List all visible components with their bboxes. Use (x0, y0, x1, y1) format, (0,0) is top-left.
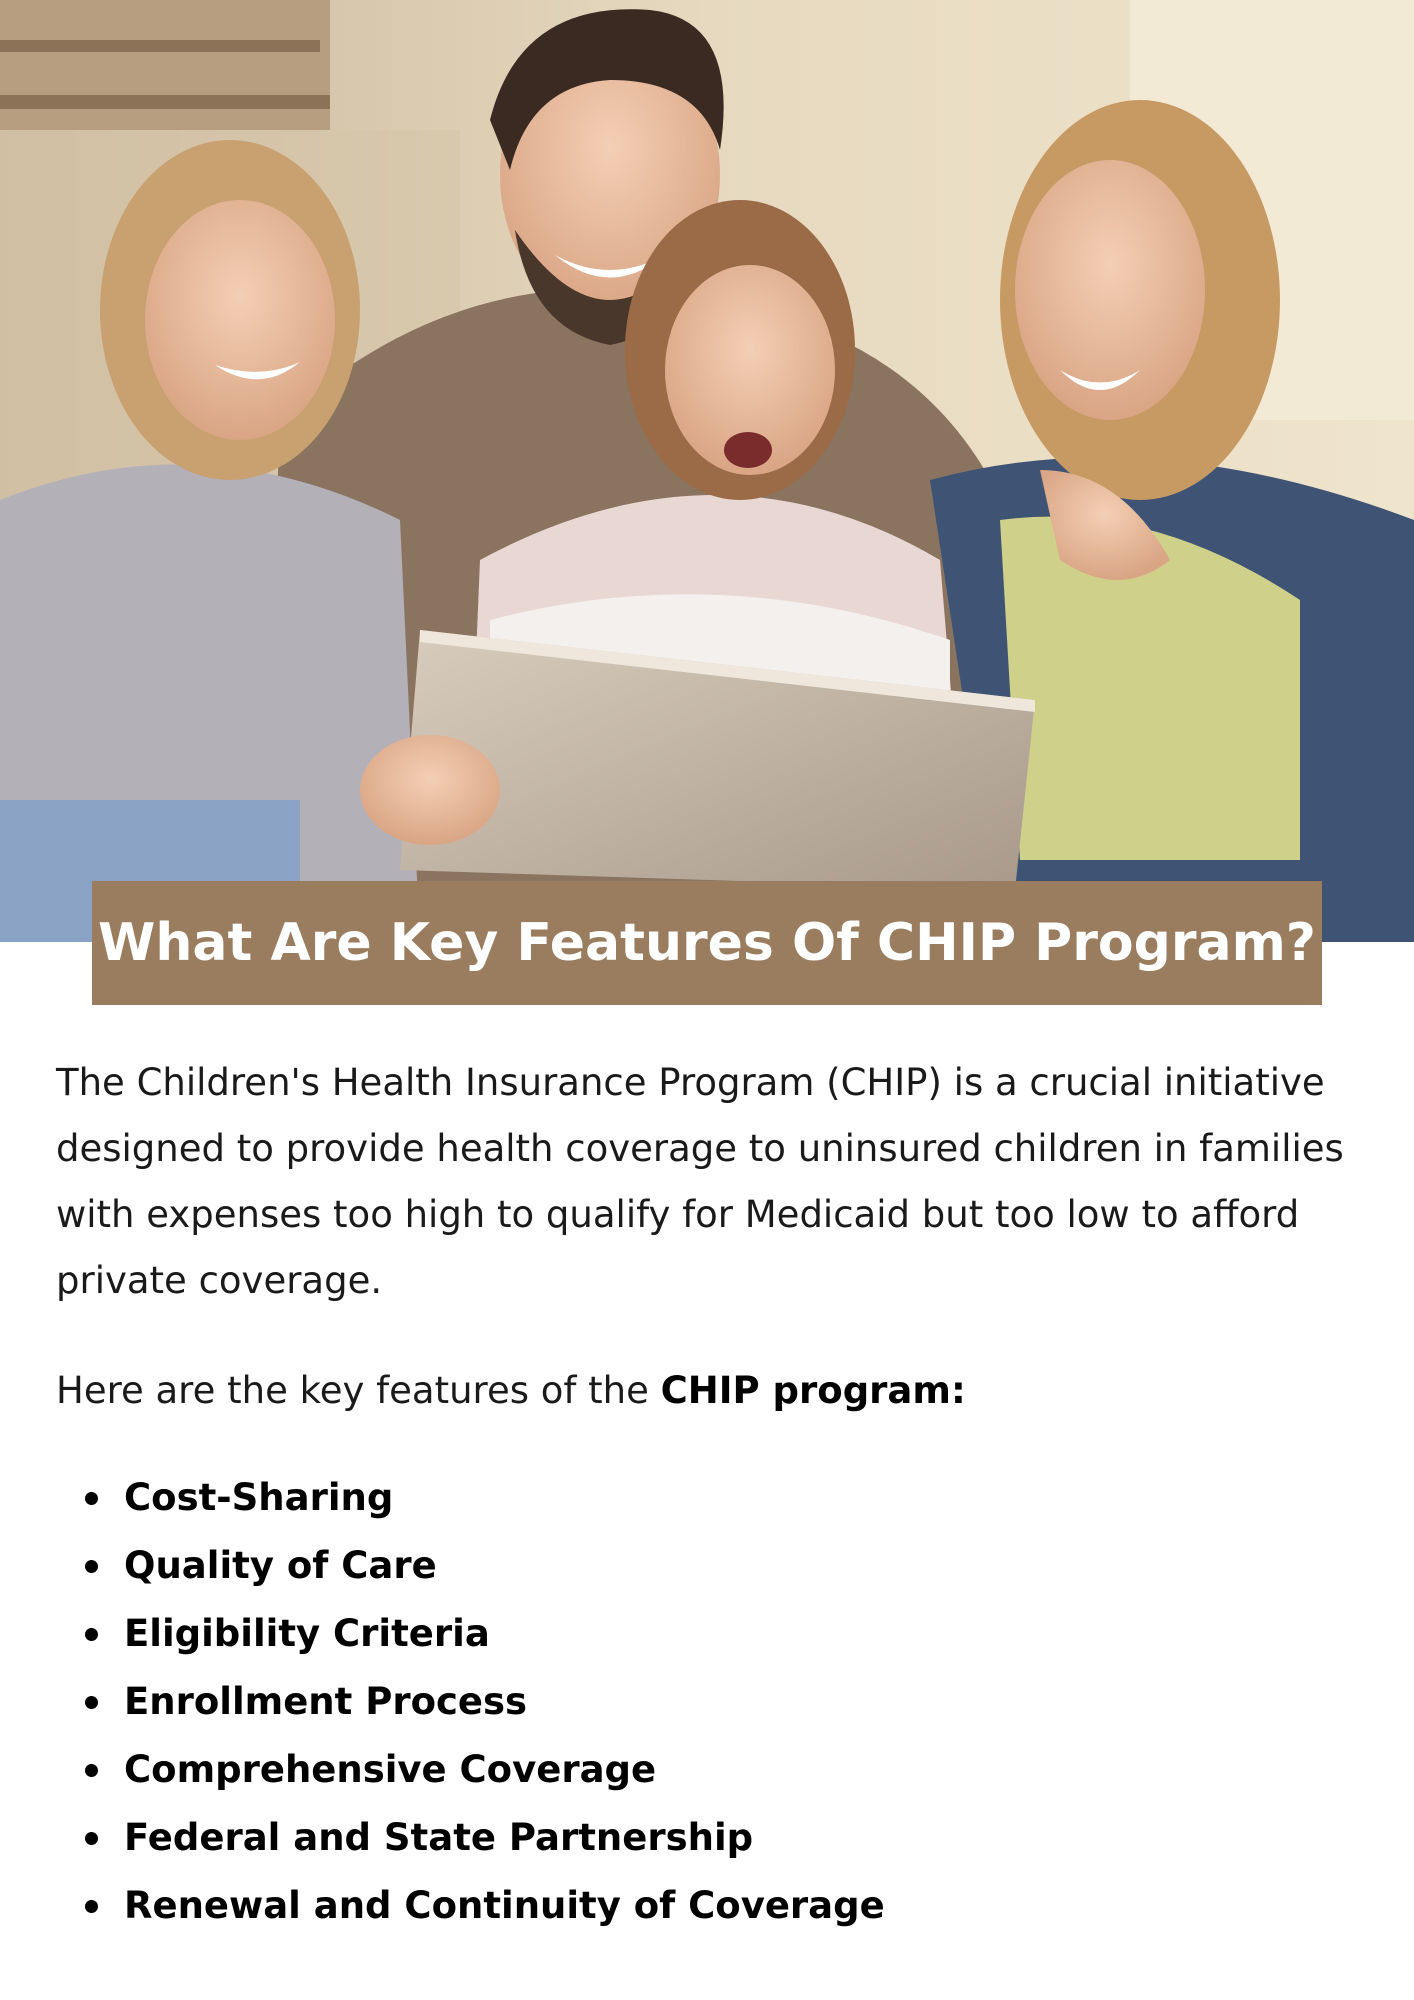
bullet-icon (85, 1900, 98, 1913)
list-item (56, 1804, 1366, 1872)
lead-bold: CHIP program: (660, 1369, 966, 1412)
intro-paragraph: The Children's Health Insurance Program (CHIP) is a crucial initiative designed to provide health coverage to uninsured children in families with expenses too high to qualify for Medicaid but too low to afford private coverage. (56, 1061, 1344, 1302)
feature-label: Renewal and Continuity of Coverage (124, 1884, 885, 1927)
list-item (56, 1872, 1366, 1940)
list-item (56, 1532, 1366, 1600)
hero-family-photo (0, 0, 1414, 942)
page-title: What Are Key Features Of CHIP Program? (98, 913, 1316, 973)
title-banner (92, 881, 1322, 1005)
list-item (56, 1464, 1366, 1532)
list-item (56, 1600, 1366, 1668)
bullet-icon (85, 1764, 98, 1777)
bullet-icon (85, 1492, 98, 1505)
feature-label: Enrollment Process (124, 1680, 528, 1723)
lead-text: Here are the key features of the (56, 1369, 661, 1412)
article-content (56, 1050, 1366, 1940)
bullet-icon (85, 1832, 98, 1845)
feature-label: Eligibility Criteria (124, 1612, 490, 1655)
feature-label: Comprehensive Coverage (124, 1748, 657, 1791)
bullet-icon (85, 1560, 98, 1573)
list-item (56, 1736, 1366, 1804)
bullet-icon (85, 1628, 98, 1641)
lead-paragraph (56, 1358, 1366, 1424)
list-item (56, 1668, 1366, 1736)
features-list (56, 1464, 1366, 1940)
feature-label: Quality of Care (124, 1544, 437, 1587)
family-photo-icon (0, 0, 1414, 942)
bullet-icon (85, 1696, 98, 1709)
feature-label: Federal and State Partnership (124, 1816, 754, 1859)
feature-label: Cost-Sharing (124, 1476, 394, 1519)
